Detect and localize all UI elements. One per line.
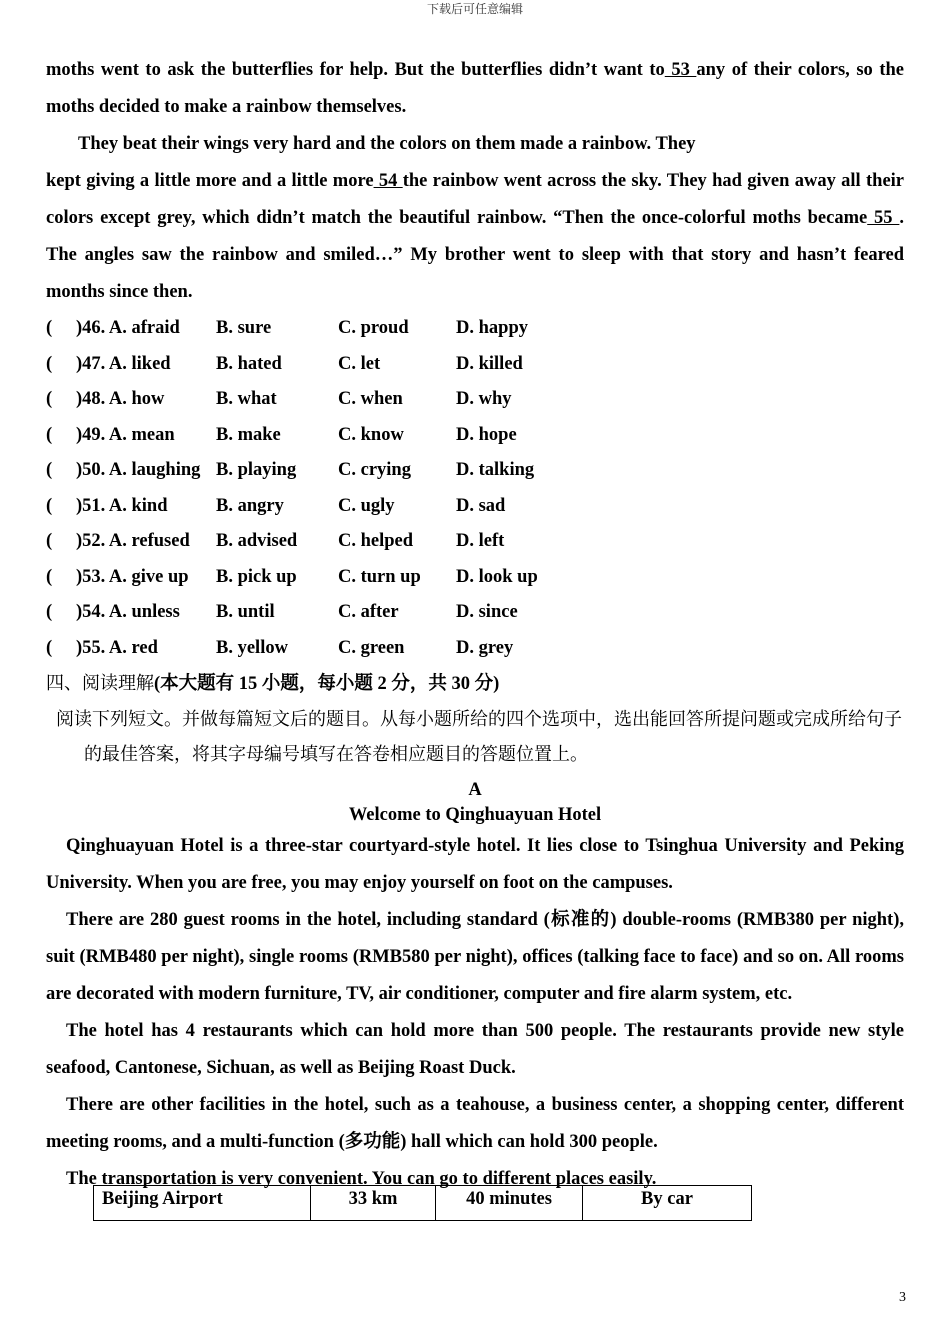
passage-a-paragraph: The hotel has 4 restaurants which can hold more than 500 people. The restaurants provide new style seafood, Cantonese, Sichuan, as well as Beijing Roast Duck. [46, 1021, 904, 1078]
question-option-b: B. sure [216, 318, 272, 338]
passage-paragraph: kept giving a little more and a little more 54 the rainbow went across the sky. They had given away all their colors except grey, which didn’t match the beautiful rainbow. “Then the once-colorful moths became 55 . The angles saw the rainbow and smiled…” My brother went to sleep with that story and hasn’t feared months since then. [46, 171, 905, 302]
section-instructions: 阅读下列短文。并做每篇短文后的题目。从每小题所给的四个选项中，选出能回答所提问题或完成所给句子的最佳答案，将其字母编号填写在答卷相应题目的答题位置上。 [56, 709, 902, 765]
question-row [46, 382, 904, 418]
question-option-b: B. until [216, 602, 275, 622]
question-row [46, 311, 904, 347]
blank-55: 55 [867, 208, 900, 228]
answer-bracket: ( [46, 531, 53, 551]
question-option-c: C. green [338, 637, 405, 658]
question-option-c: C. when [338, 389, 403, 409]
answer-bracket: ( [46, 389, 53, 409]
blank-54: 54 [373, 171, 403, 191]
question-option-c: C. turn up [338, 566, 421, 587]
table-cell: By car [583, 1186, 752, 1221]
question-row [46, 453, 904, 489]
table-cell: Beijing Airport [94, 1186, 311, 1221]
question-option-b: B. hated [216, 353, 282, 374]
question-row [46, 560, 904, 596]
passage-a-paragraph: Qinghuayuan Hotel is a three-star courtyard-style hotel. It lies close to Tsinghua University and Peking University. When you are free, you may enjoy yourself on foot on the campuses. [46, 836, 904, 893]
passage-a-body [46, 828, 904, 1198]
passage-paragraph: They beat their wings very hard and the colors on them made a rainbow. They [78, 134, 696, 154]
answer-bracket: ( [46, 637, 53, 658]
question-option-d: D. grey [456, 637, 514, 658]
answer-bracket: ( [46, 566, 53, 587]
question-option-c: C. proud [338, 318, 409, 338]
question-option-d: D. left [456, 531, 505, 551]
question-row [46, 631, 904, 667]
question-row [46, 595, 904, 631]
page-header: 下载后可任意编辑 [426, 2, 523, 16]
passage-paragraph: moths went to ask the butterflies for help. But the butterflies didn’t want to 53 any of their colors, so the moths decided to make a rainbow themselves. [46, 60, 905, 117]
question-option-c: C. crying [338, 460, 411, 480]
answer-bracket: ( [46, 353, 53, 374]
question-option-a: )50. A. laughing [76, 460, 201, 480]
question-option-d: D. sad [456, 495, 506, 516]
passage-label: A [468, 780, 482, 800]
question-option-a: )47. A. liked [76, 353, 171, 374]
document-body [46, 52, 904, 1198]
question-option-a: )48. A. how [76, 389, 165, 409]
question-option-a: )46. A. afraid [76, 318, 180, 338]
table-cell: 40 minutes [436, 1186, 583, 1221]
question-option-a: )53. A. give up [76, 566, 189, 587]
page-number: 3 [899, 1290, 906, 1305]
question-option-a: )51. A. kind [76, 495, 168, 516]
answer-bracket: ( [46, 318, 53, 338]
question-option-a: )49. A. mean [76, 424, 175, 445]
transportation-table [93, 1185, 752, 1221]
question-option-b: B. what [216, 389, 277, 409]
question-option-a: )55. A. red [76, 637, 158, 658]
question-option-b: B. make [216, 424, 281, 445]
question-option-c: C. helped [338, 531, 414, 551]
question-option-a: )52. A. refused [76, 531, 190, 551]
question-option-d: D. look up [456, 566, 538, 587]
table-cell: 33 km [311, 1186, 436, 1221]
table-row [94, 1186, 752, 1221]
answer-bracket: ( [46, 602, 53, 622]
question-row [46, 524, 904, 560]
section-title: 四、阅读理解(本大题有 15 小题，每小题 2 分，共 30 分) [46, 673, 500, 694]
question-option-b: B. yellow [216, 637, 288, 658]
question-row [46, 347, 904, 383]
question-option-c: C. know [338, 424, 404, 445]
question-option-d: D. since [456, 602, 518, 622]
question-option-d: D. happy [456, 318, 528, 338]
passage-title: Welcome to Qinghuayuan Hotel [348, 805, 602, 825]
question-list [46, 311, 904, 666]
question-option-b: B. angry [216, 495, 284, 516]
question-row [46, 489, 904, 525]
question-option-c: C. after [338, 602, 399, 622]
question-option-b: B. playing [216, 460, 297, 480]
question-option-b: B. pick up [216, 566, 297, 587]
answer-bracket: ( [46, 495, 53, 516]
answer-bracket: ( [46, 460, 53, 480]
passage-a-paragraph: There are other facilities in the hotel, such as a teahouse, a business center, a shopping center, different meeting rooms, and a multi-function (多功能) hall which can hold 300 people. [46, 1095, 904, 1152]
question-option-b: B. advised [216, 531, 298, 551]
question-option-d: D. killed [456, 353, 523, 374]
question-option-d: D. talking [456, 460, 535, 480]
passage-a-paragraph: There are 280 guest rooms in the hotel, including standard (标准的) double-rooms (RMB380 per night), suit (RMB480 per night), single rooms (RMB580 per night), offices (talking face to face) and so on. All rooms are decorated with modern furniture, TV, air conditioner, computer and fire alarm system, etc. [46, 910, 904, 1004]
question-row [46, 418, 904, 454]
passage-a-paragraph: The transportation is very convenient. You can go to different places easily. [66, 1169, 657, 1189]
question-option-a: )54. A. unless [76, 602, 180, 622]
blank-53: 53 [664, 60, 697, 80]
question-option-c: C. ugly [338, 495, 395, 516]
question-option-d: D. why [456, 389, 512, 409]
question-option-d: D. hope [456, 424, 517, 445]
question-option-c: C. let [338, 353, 381, 374]
answer-bracket: ( [46, 424, 53, 445]
